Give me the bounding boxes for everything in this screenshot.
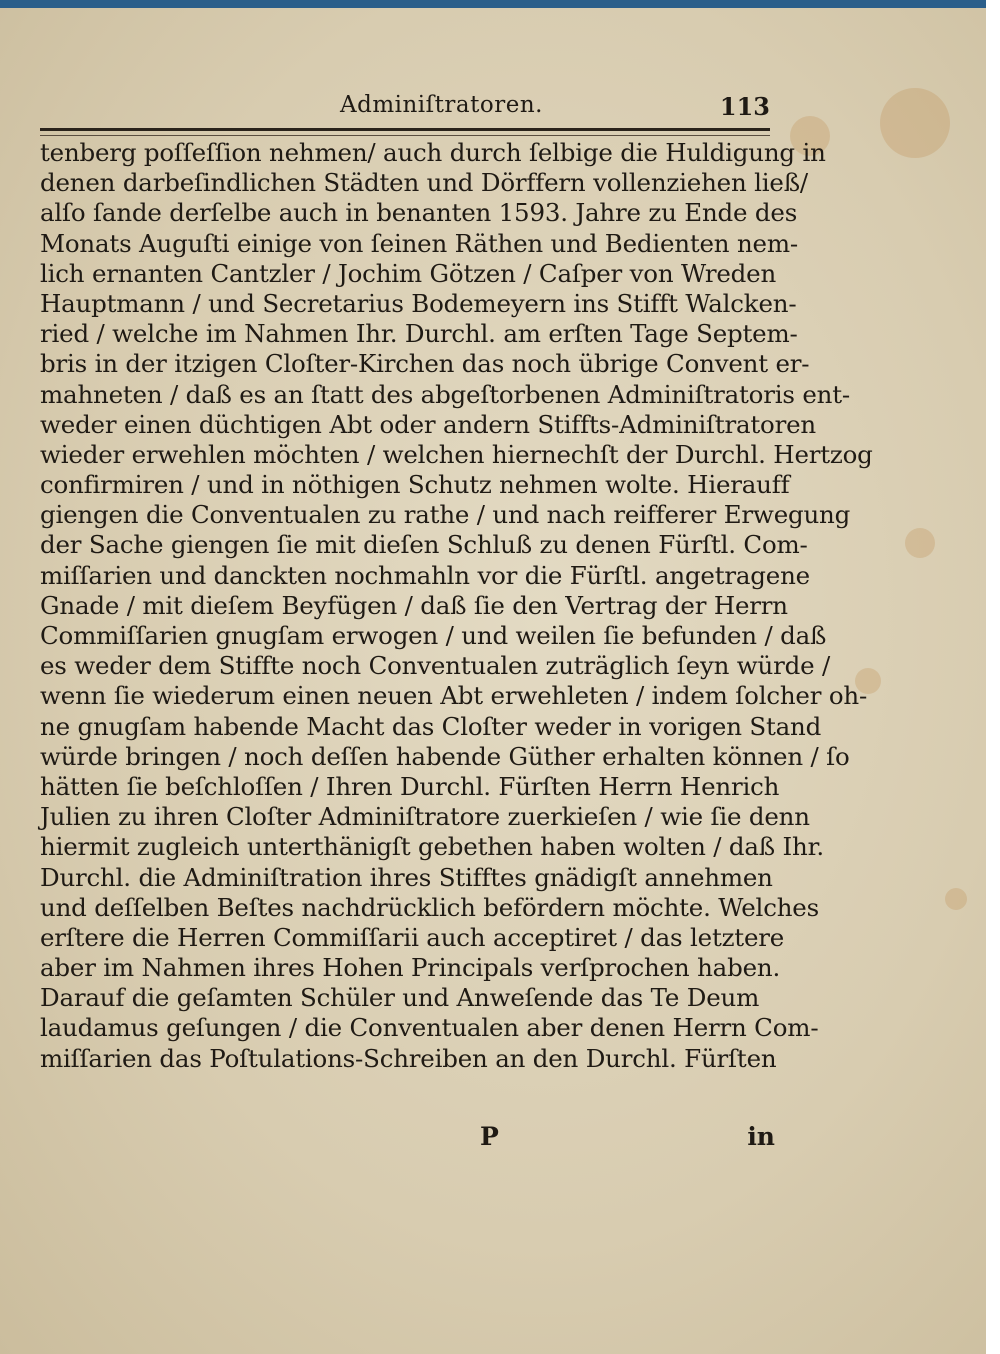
catchword: in — [747, 1122, 775, 1151]
text-line: der Sache giengen ſie mit dieſen Schluß zu denen Fürſtl. Com- — [40, 530, 808, 560]
text-line: Julien zu ihren Cloſter Adminiſtratore zuerkieſen / wie ſie denn — [40, 802, 810, 832]
signature-mark: P — [480, 1122, 499, 1151]
page-header — [40, 92, 770, 128]
text-line: aber im Nahmen ihres Hohen Principals verſprochen haben. — [40, 953, 781, 983]
text-line: mahneten / daß es an ſtatt des abgeſtorbenen Adminiſtratoris ent- — [40, 379, 850, 409]
text-line: miſſarien das Poſtulations-Schreiben an den Durchl. Fürſten — [40, 1043, 777, 1073]
foxing-stain — [905, 528, 935, 558]
foxing-stain — [880, 88, 950, 158]
text-line: Darauf die geſamten Schüler und Anweſende das Te Deum — [40, 983, 760, 1013]
foxing-stain — [945, 888, 967, 910]
text-line: lich ernanten Cantzler / Jochim Götzen / Caſper von Wreden — [40, 258, 777, 288]
text-line: alſo ſande derſelbe auch in benanten 1593. Jahre zu Ende des — [40, 198, 798, 228]
running-title: Adminiſtratoren. — [340, 92, 543, 118]
text-line: Durchl. die Adminiſtration ihres Stifftes gnädigſt annehmen — [40, 862, 773, 892]
header-rule — [40, 128, 770, 136]
text-line: Commiſſarien gnugſam erwogen / und weilen ſie befunden / daß — [40, 621, 827, 650]
text-line: und deſſelben Beſtes nachdrücklich befördern möchte. Welches — [40, 892, 819, 922]
scan-right-margin — [986, 0, 1000, 1354]
text-line: würde bringen / noch deſſen habende Güther erhalten können / ſo — [40, 741, 850, 771]
text-line: erſtere die Herren Commiſſarii auch acceptiret / das letztere — [40, 922, 785, 952]
text-line: hiermit zugleich unterthänigſt gebethen haben wolten / daß Ihr. — [40, 832, 825, 862]
text-line: Hauptmann / und Secretarius Bodemeyern ins Stifft Walcken- — [40, 288, 797, 318]
text-line: wenn ſie wiederum einen neuen Abt erwehleten / indem ſolcher oh- — [40, 681, 868, 711]
text-line: tenberg poſſeſſion nehmen/ auch durch ſelbige die Huldigung in — [40, 138, 826, 167]
text-line: hätten ſie beſchloſſen / Ihren Durchl. Fürſten Herrn Henrich — [40, 771, 780, 801]
page-footer — [40, 1122, 775, 1156]
text-line: Gnade / mit dieſem Beyfügen / daß ſie den Vertrag der Herrn — [40, 590, 788, 620]
text-line: miſſarien und danckten nochmahln vor die Fürſtl. angetragene — [40, 560, 810, 590]
text-line: wieder erwehlen möchten / welchen hiernechſt der Durchl. Hertzog — [40, 439, 873, 469]
text-line: es weder dem Stiffte noch Conventualen zuträglich ſeyn würde / — [40, 651, 831, 681]
text-line: laudamus geſungen / die Conventualen aber denen Herrn Com- — [40, 1013, 819, 1043]
text-line: ried / welche im Nahmen Ihr. Durchl. am erſten Tage Septem- — [40, 319, 798, 349]
body-text — [40, 138, 873, 1074]
page-number: 113 — [719, 92, 770, 121]
text-line: weder einen düchtigen Abt oder andern Stiffts-Adminiſtratoren — [40, 409, 816, 439]
text-line: ne gnugſam habende Macht das Cloſter weder in vorigen Stand — [40, 711, 822, 741]
scan-top-border — [0, 0, 1000, 8]
text-line: Monats Auguſti einige von ſeinen Räthen und Bedienten nem- — [40, 228, 798, 258]
text-line: bris in der itzigen Cloſter-Kirchen das noch übrige Convent er- — [40, 349, 810, 379]
text-line: confirmiren / und in nöthigen Schutz nehmen wolte. Hierauff — [40, 470, 790, 500]
text-line: denen darbeſindlichen Städten und Dörffern vollenziehen ließ/ — [40, 168, 808, 198]
text-line: giengen die Conventualen zu rathe / und nach reifferer Erwegung — [40, 500, 851, 530]
